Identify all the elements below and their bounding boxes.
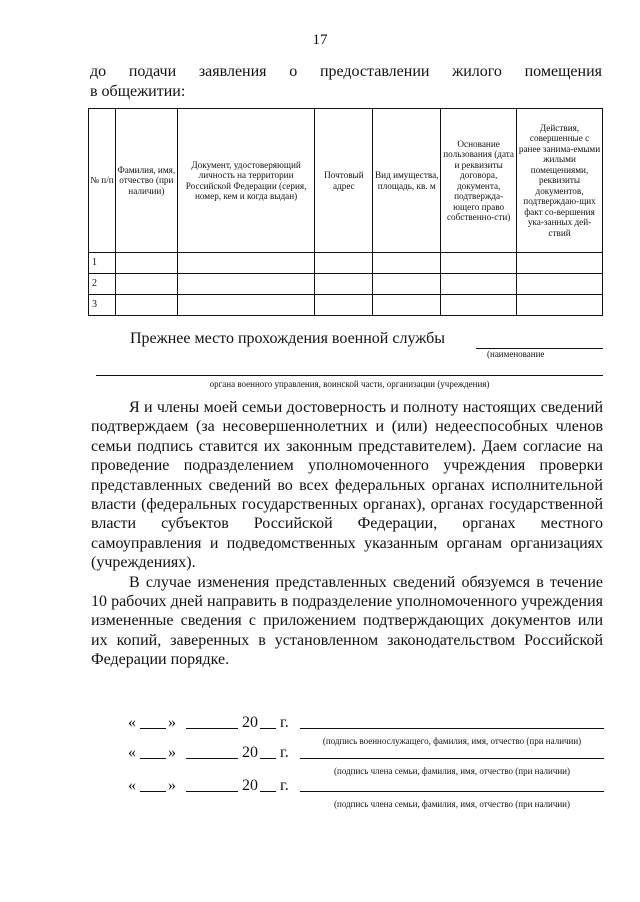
col-header-basis: Основание пользования (дата и реквизиты договора, документа, подтвержда-ющего право собственно-сти) <box>441 109 517 253</box>
table-cell[interactable] <box>517 295 603 316</box>
page-number: 17 <box>312 32 328 48</box>
year-prefix: 20 <box>242 744 258 761</box>
table-cell[interactable] <box>115 295 177 316</box>
signature-caption: (подпись военнослужащего, фамилия, имя, отчество (при наличии) <box>322 736 582 746</box>
year-suffix: г. <box>280 777 289 794</box>
table-cell[interactable] <box>441 274 517 295</box>
table-cell[interactable] <box>177 274 315 295</box>
previous-service-line <box>130 330 604 348</box>
row-number: 2 <box>89 274 116 295</box>
table-cell[interactable] <box>177 295 315 316</box>
previous-service-label: Прежнее место прохождения военной службы <box>130 330 445 347</box>
consent-text <box>91 398 603 670</box>
table-cell[interactable] <box>315 295 373 316</box>
day-field[interactable] <box>140 791 166 792</box>
intro-text <box>90 62 602 102</box>
table-cell[interactable] <box>373 253 441 274</box>
quote-open: « <box>128 744 136 761</box>
year-field[interactable] <box>260 728 276 729</box>
row-number: 1 <box>89 253 116 274</box>
signature-row-serviceman <box>128 712 604 746</box>
year-field[interactable] <box>260 758 276 759</box>
table-cell[interactable] <box>517 274 603 295</box>
col-header-document: Документ, удостоверяющий личность на территории Российской Федерации (серия, номер, кем и когда выдан) <box>177 109 315 253</box>
day-field[interactable] <box>140 758 166 759</box>
col-header-fio: Фамилия, имя, отчество (при наличии) <box>115 109 177 253</box>
quote-open: « <box>128 714 136 731</box>
table-cell[interactable] <box>115 253 177 274</box>
intro-line-1: до подачи заявления о предоставлении жилого помещения <box>90 63 602 80</box>
table-cell[interactable] <box>373 295 441 316</box>
quote-open: « <box>128 777 136 794</box>
year-prefix: 20 <box>242 777 258 794</box>
consent-paragraph: Я и члены моей семьи достоверность и полноту настоящих сведений подтверждаем (за несовершеннолетних и (или) недееспособных членов семьи подпись ставится их законным представителем). Даем согласие на проведение подразделением уполномоченного учреждения проверки представленных сведений во всех федеральных органах исполнительной власти (федеральных государственных органах), органах государственной власти субъектов Российской Федерации, органах местного самоуправления и подведомственных указанным органам организациях (учреждениях). <box>91 399 603 572</box>
table-cell[interactable] <box>373 274 441 295</box>
table-cell[interactable] <box>115 274 177 295</box>
year-prefix: 20 <box>242 714 258 731</box>
organ-name-field[interactable] <box>96 375 603 376</box>
table-cell[interactable] <box>315 274 373 295</box>
table-row <box>89 253 603 274</box>
row-number: 3 <box>89 295 116 316</box>
table-cell[interactable] <box>517 253 603 274</box>
month-field[interactable] <box>186 791 238 792</box>
signature-row-family-2 <box>128 775 604 809</box>
signature-caption: (подпись члена семьи, фамилия, имя, отчество (при наличии) <box>334 799 570 809</box>
caption-naimenovanie: (наименование <box>487 349 545 359</box>
signature-field[interactable] <box>300 728 604 729</box>
year-suffix: г. <box>280 744 289 761</box>
quote-close: » <box>168 777 176 794</box>
month-field[interactable] <box>186 728 238 729</box>
obligation-paragraph: В случае изменения представленных сведений обязуемся в течение 10 рабочих дней направить в подразделение уполномоченного учреждения измененные сведения с приложением подтверждающих документов или их копий, заверенных в установленном законодательством Российской Федерации порядке. <box>91 573 603 669</box>
table-cell[interactable] <box>315 253 373 274</box>
quote-close: » <box>168 714 176 731</box>
table-row <box>89 295 603 316</box>
intro-line-2: в общежитии: <box>90 83 186 100</box>
table-row <box>89 274 603 295</box>
table-header-row <box>89 109 603 253</box>
quote-close: » <box>168 744 176 761</box>
signature-field[interactable] <box>300 758 604 759</box>
table-cell[interactable] <box>441 295 517 316</box>
year-field[interactable] <box>260 791 276 792</box>
col-header-number: № п/п <box>89 109 116 253</box>
year-suffix: г. <box>280 714 289 731</box>
month-field[interactable] <box>186 758 238 759</box>
col-header-address: Почтовый адрес <box>315 109 373 253</box>
signature-row-family-1 <box>128 742 604 776</box>
caption-organ: органа военного управления, воинской части, организации (учреждения) <box>209 379 490 389</box>
day-field[interactable] <box>140 728 166 729</box>
col-header-actions: Действия, совершенные с ранее занима-емыми жилыми помещениями, реквизиты документов, подтверждаю-щих факт со-вершения ука-занных дей-ствий <box>517 109 603 253</box>
signature-caption: (подпись члена семьи, фамилия, имя, отчество (при наличии) <box>334 766 570 776</box>
table-cell[interactable] <box>441 253 517 274</box>
signature-field[interactable] <box>300 791 604 792</box>
table-cell[interactable] <box>177 253 315 274</box>
col-header-property: Вид имущества, площадь, кв. м <box>373 109 441 253</box>
family-property-table <box>88 108 603 316</box>
